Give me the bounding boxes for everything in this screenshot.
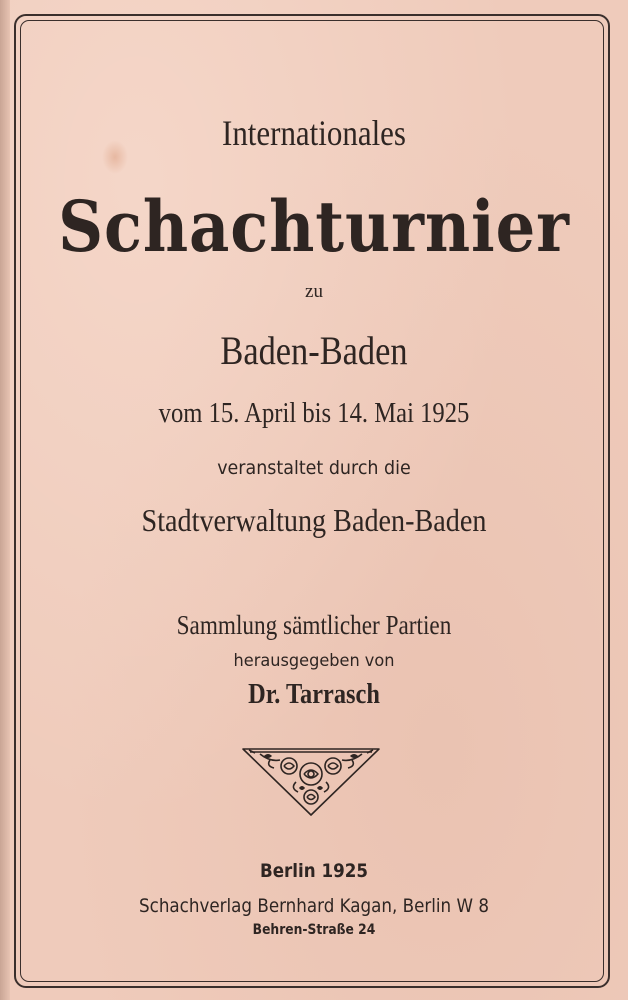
- edited-by-intro: herausgegeben von: [233, 651, 395, 671]
- publisher-line: Schachverlag Bernhard Kagan, Berlin W 8: [139, 895, 489, 917]
- floral-vignette-icon: [240, 744, 382, 818]
- main-title: Schachturnier: [58, 185, 570, 268]
- tournament-dates: vom 15. April bis 14. Mai 1925: [158, 398, 470, 429]
- organized-by-intro: veranstaltet durch die: [217, 457, 411, 479]
- city-name: Baden-Baden: [220, 328, 408, 373]
- title-connector: zu: [305, 281, 323, 302]
- border-frame-inner: [20, 20, 604, 982]
- collection-subtitle: Sammlung sämtlicher Partien: [176, 610, 452, 640]
- publisher-address: Behren-Straße 24: [252, 922, 376, 938]
- place-year: Berlin 1925: [259, 860, 369, 882]
- organizer-name: Stadtverwaltung Baden-Baden: [141, 502, 487, 538]
- page-edge-shadow: [0, 0, 10, 1000]
- editor-name: Dr. Tarrasch: [248, 678, 380, 710]
- title-line-internationales: Internationales: [222, 113, 406, 153]
